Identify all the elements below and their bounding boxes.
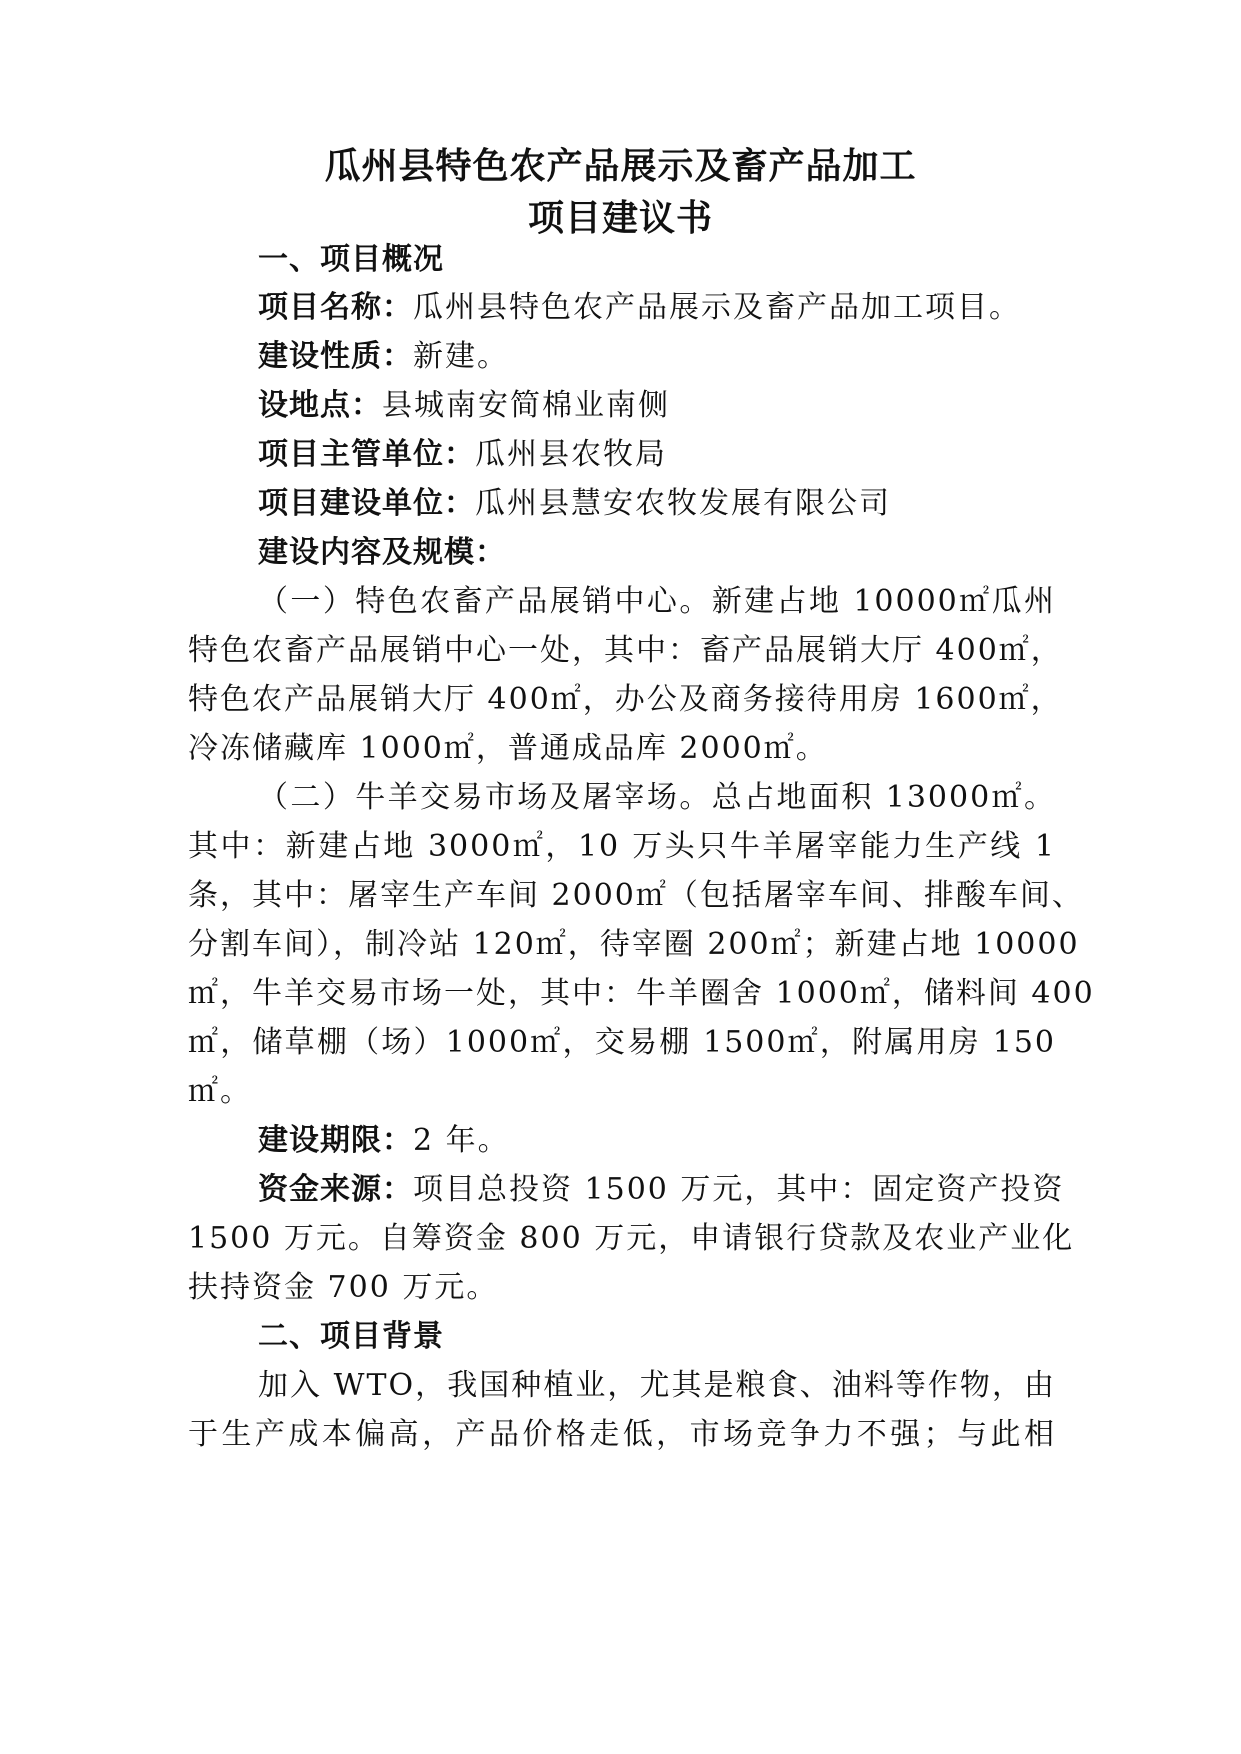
para1-line: 冷冻储藏库 1000㎡，普通成品库 2000㎡。 <box>188 731 828 766</box>
field-value: 瓜州县慧安农牧发展有限公司 <box>475 486 891 521</box>
field-label: 项目名称： <box>258 290 413 325</box>
field-funds <box>258 1170 1065 1210</box>
para1-line: 特色农畜产品展销中心一处，其中：畜产品展销大厅 400㎡， <box>188 633 1063 668</box>
para1-line: 特色农产品展销大厅 400㎡，办公及商务接待用房 1600㎡， <box>188 682 1063 717</box>
para1-line: （一）特色农畜产品展销中心。新建占地 10000㎡瓜州 <box>258 584 1056 619</box>
field-value: 瓜州县特色农产品展示及畜产品加工项目。 <box>413 290 1021 325</box>
field-project-name <box>258 288 1126 328</box>
doc-title-line2: 项目建议书 <box>527 198 713 239</box>
field-value: 新建。 <box>413 339 509 374</box>
field-location <box>258 386 1126 426</box>
field-value: 县城南安简棉业南侧 <box>382 388 670 423</box>
doc-title-line1: 瓜州县特色农产品展示及畜产品加工 <box>324 146 917 187</box>
field-label: 项目主管单位： <box>258 437 475 472</box>
para3-line: 于生产成本偏高，产品价格走低，市场竞争力不强；与此相 <box>188 1417 1056 1452</box>
funds-line: 扶持资金 700 万元。 <box>188 1270 499 1305</box>
field-period <box>258 1121 1126 1161</box>
field-value: 项目总投资 1500 万元，其中：固定资产投资 <box>413 1172 1065 1207</box>
field-label: 建设性质： <box>258 339 413 374</box>
funds-line: 1500 万元。自筹资金 800 万元，申请银行贷款及农业产业化 <box>188 1221 1075 1256</box>
para2-line: ㎡，储草棚（场）1000㎡，交易棚 1500㎡，附属用房 150 <box>188 1025 1056 1060</box>
para2-line: 分割车间），制冷站 120㎡，待宰圈 200㎡；新建占地 10000 <box>188 927 1080 962</box>
para2-line: ㎡，牛羊交易市场一处，其中：牛羊圈舍 1000㎡，储料间 400 <box>188 976 1095 1011</box>
field-label: 项目建设单位： <box>258 486 475 521</box>
field-value: 瓜州县农牧局 <box>475 437 667 472</box>
para2-line: ㎡。 <box>188 1074 252 1109</box>
section-heading-overview: 一、项目概况 <box>258 242 444 277</box>
section-heading-background: 二、项目背景 <box>258 1319 444 1354</box>
field-builder <box>258 484 1126 524</box>
para2-line: 条，其中：屠宰生产车间 2000㎡（包括屠宰车间、排酸车间、 <box>188 878 1084 913</box>
scope-label: 建设内容及规模： <box>258 535 506 570</box>
field-label: 建设期限： <box>258 1123 413 1158</box>
field-supervisor <box>258 435 1126 475</box>
field-value: 2 年。 <box>413 1123 510 1158</box>
field-label: 设地点： <box>258 388 382 423</box>
field-label: 资金来源： <box>258 1172 413 1207</box>
para2-line: 其中：新建占地 3000㎡，10 万头只牛羊屠宰能力生产线 1 <box>188 829 1056 864</box>
para3-line: 加入 WTO，我国种植业，尤其是粮食、油料等作物，由 <box>258 1368 1056 1403</box>
field-construction-type <box>258 337 1126 377</box>
para2-line: （二）牛羊交易市场及屠宰场。总占地面积 13000㎡。 <box>258 780 1056 815</box>
